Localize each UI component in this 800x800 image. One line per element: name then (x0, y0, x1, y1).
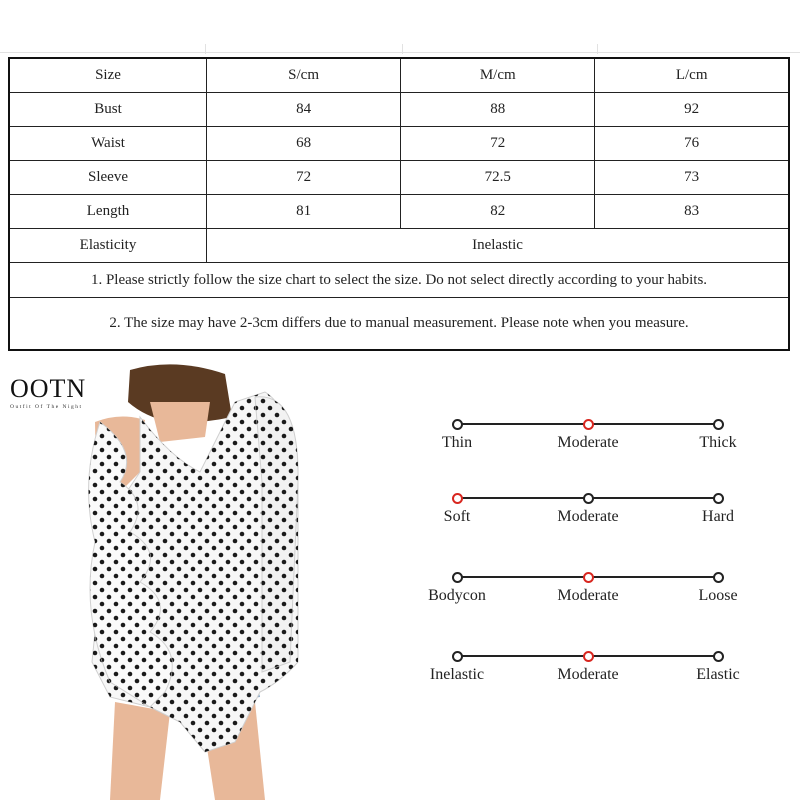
sheet-gridline (205, 44, 206, 54)
scale-label: Moderate (557, 587, 619, 604)
table-cell: 72 (207, 161, 401, 195)
table-header-cell: L/cm (595, 58, 789, 93)
table-row (9, 195, 789, 229)
note-row (9, 298, 789, 351)
row-label: Sleeve (9, 161, 207, 195)
table-header-row (9, 58, 789, 93)
row-label: Bust (9, 93, 207, 127)
scale-dot (713, 651, 724, 662)
scale-dot-selected (583, 572, 594, 583)
table-cell: 82 (401, 195, 595, 229)
size-chart-table (8, 57, 790, 351)
scale-dot-selected (452, 493, 463, 504)
softness-scale (400, 497, 800, 557)
elasticity-row (9, 229, 789, 263)
brand-tagline: Outfit Of The Night (10, 404, 83, 410)
table-row (9, 161, 789, 195)
table-cell: 76 (595, 127, 789, 161)
scale-label: Hard (702, 508, 734, 525)
scale-dot (452, 419, 463, 430)
table-cell: 72.5 (401, 161, 595, 195)
table-cell: 81 (207, 195, 401, 229)
scale-dot-selected (583, 651, 594, 662)
sheet-gridline (597, 44, 598, 54)
scale-dot (713, 419, 724, 430)
elasticity-scale (400, 655, 800, 715)
scale-dot (452, 651, 463, 662)
sheet-gridline (0, 52, 800, 53)
scale-label: Bodycon (428, 587, 486, 604)
row-label: Elasticity (9, 229, 207, 263)
scale-dot (713, 572, 724, 583)
row-label: Waist (9, 127, 207, 161)
table-cell: 68 (207, 127, 401, 161)
scale-label: Moderate (557, 508, 619, 525)
elasticity-value: Inelastic (207, 229, 790, 263)
table-cell: 88 (401, 93, 595, 127)
scale-label: Loose (698, 587, 738, 604)
scale-dot (583, 493, 594, 504)
fit-scale (400, 576, 800, 636)
table-header-cell: S/cm (207, 58, 401, 93)
row-label: Length (9, 195, 207, 229)
scale-dot-selected (583, 419, 594, 430)
scale-label: Moderate (557, 666, 619, 683)
thickness-scale (400, 423, 800, 483)
scale-label: Soft (443, 508, 471, 525)
note-row (9, 263, 789, 298)
product-photo (0, 362, 400, 800)
table-cell: 92 (595, 93, 789, 127)
scale-label: Inelastic (429, 666, 485, 683)
table-cell: 72 (401, 127, 595, 161)
table-row (9, 93, 789, 127)
table-cell: 84 (207, 93, 401, 127)
table-row (9, 127, 789, 161)
sheet-gridline (402, 44, 403, 54)
scale-dot (452, 572, 463, 583)
scale-label: Elastic (696, 666, 740, 683)
table-header-cell: Size (9, 58, 207, 93)
scale-label: Moderate (557, 434, 619, 451)
brand-logo (10, 376, 86, 410)
brand-wordmark: OOTN (10, 374, 87, 403)
size-note: 1. Please strictly follow the size chart to select the size. Do not select directly according to your habits. (9, 263, 789, 298)
size-note: 2. The size may have 2-3cm differs due to manual measurement. Please note when you measure. (9, 298, 789, 351)
scale-label: Thin (441, 434, 473, 451)
table-cell: 83 (595, 195, 789, 229)
scale-label: Thick (699, 434, 737, 451)
scale-dot (713, 493, 724, 504)
table-cell: 73 (595, 161, 789, 195)
table-header-cell: M/cm (401, 58, 595, 93)
